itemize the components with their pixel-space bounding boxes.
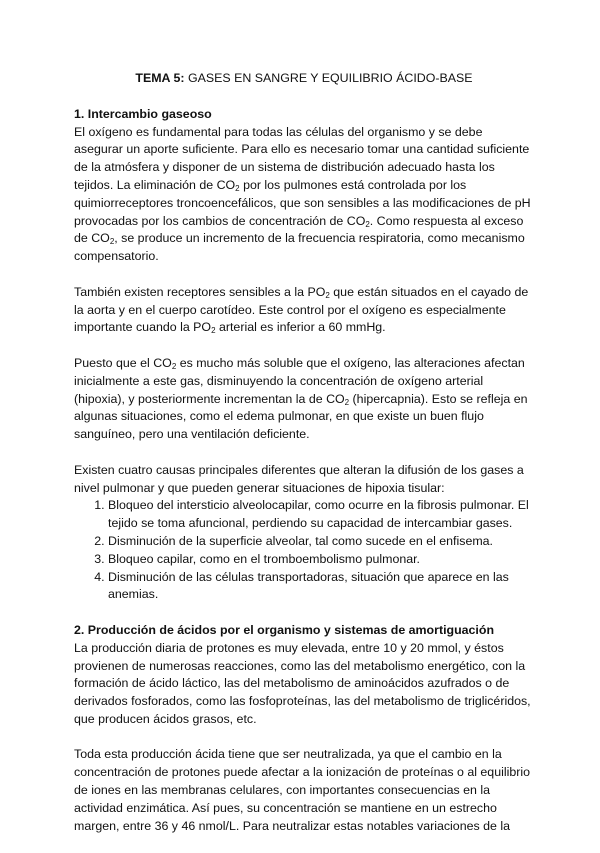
list-item: 4. Disminución de las células transportadoras, situación que aparece en las anemias. bbox=[108, 569, 534, 605]
section-1-paragraph-4: Existen cuatro causas principales diferentes que alteran la difusión de los gases a nivel pulmonar y que pueden generar situaciones de hipoxia tisular: bbox=[74, 462, 524, 495]
section-2-heading: 2. Producción de ácidos por el organismo y sistemas de amortiguación bbox=[74, 622, 495, 637]
section-1-paragraph-1: El oxígeno es fundamental para todas las células del organismo y se debe asegurar un aporte suficiente. Para ello es necesario tomar una cantidad suficiente de la atmósfera y disponer de un sistema de distribución adecuado hasta los tejidos. La eliminación de $CO_2$ por los pulmones está controlada por los quimiorreceptores troncoencefálicos, que son sensibles a las modificaciones de pH provocadas por los cambios de concentración de $CO_2$. Como respuesta al exceso de $CO_2$, se produce un incremento de la frecuencia respiratoria, como mecanismo compensatorio. bbox=[74, 124, 531, 264]
page-title bbox=[74, 70, 534, 88]
section-1-heading: 1. Intercambio gaseoso bbox=[74, 106, 212, 121]
section-1-paragraph-3: Puesto que el $CO_2$ es mucho más soluble que el oxígeno, las alteraciones afectan inicialmente a este gas, disminuyendo la concentración de oxígeno arterial (hipoxia), y posteriormente incrementan la de $CO_2$ (hipercapnia). Esto se refleja en algunas situaciones, como el edema pulmonar, en que existe un buen flujo sanguíneo, pero una ventilación deficiente. bbox=[74, 355, 528, 442]
section-1-paragraph-2: También existen receptores sensibles a la $PO_2$ que están situados en el cayado de la aorta y en el cuerpo carotídeo. Este control por el oxígeno es especialmente importante cuando la $PO_2$ arterial es inferior a 60 mmHg. bbox=[74, 284, 529, 336]
section-2-paragraph-1: La producción diaria de protones es muy elevada, entre 10 y 20 mmol, y éstos provienen de numerosas reacciones, como las del metabolismo energético, con la formación de ácido láctico, las del metabolismo de aminoácidos azufrados o de derivados fosforados, como las fosfoproteínas, las del metabolismo de triglicéridos, que producen ácidos grasos, etc. bbox=[74, 640, 531, 726]
list-item: 2. Disminución de la superficie alveolar, tal como sucede en el enfisema. bbox=[108, 533, 534, 551]
document-page bbox=[74, 70, 534, 853]
title-label: TEMA 5: bbox=[135, 71, 185, 85]
title-text: GASES EN SANGRE Y EQUILIBRIO ÁCIDO-BASE bbox=[184, 71, 473, 85]
list-item: 3. Bloqueo capilar, como en el tromboembolismo pulmonar. bbox=[108, 551, 534, 569]
section-2-paragraph-2: Toda esta producción ácida tiene que ser neutralizada, ya que el cambio en la concentración de protones puede afectar a la ionización de proteínas o al equilibrio de iones en las membranas celulares, con importantes consecuencias en la actividad enzimática. Así pues, su concentración se mantiene en un estrecho margen, entre 36 y 46 nmol/L. Para neutralizar estas notables variaciones de la bbox=[74, 747, 531, 833]
list-item: 1. Bloqueo del intersticio alveolocapilar, como ocurre en la fibrosis pulmonar. El tejido se toma afuncional, perdiendo su capacidad de intercambiar gases. bbox=[108, 497, 534, 533]
causes-list bbox=[74, 497, 534, 604]
